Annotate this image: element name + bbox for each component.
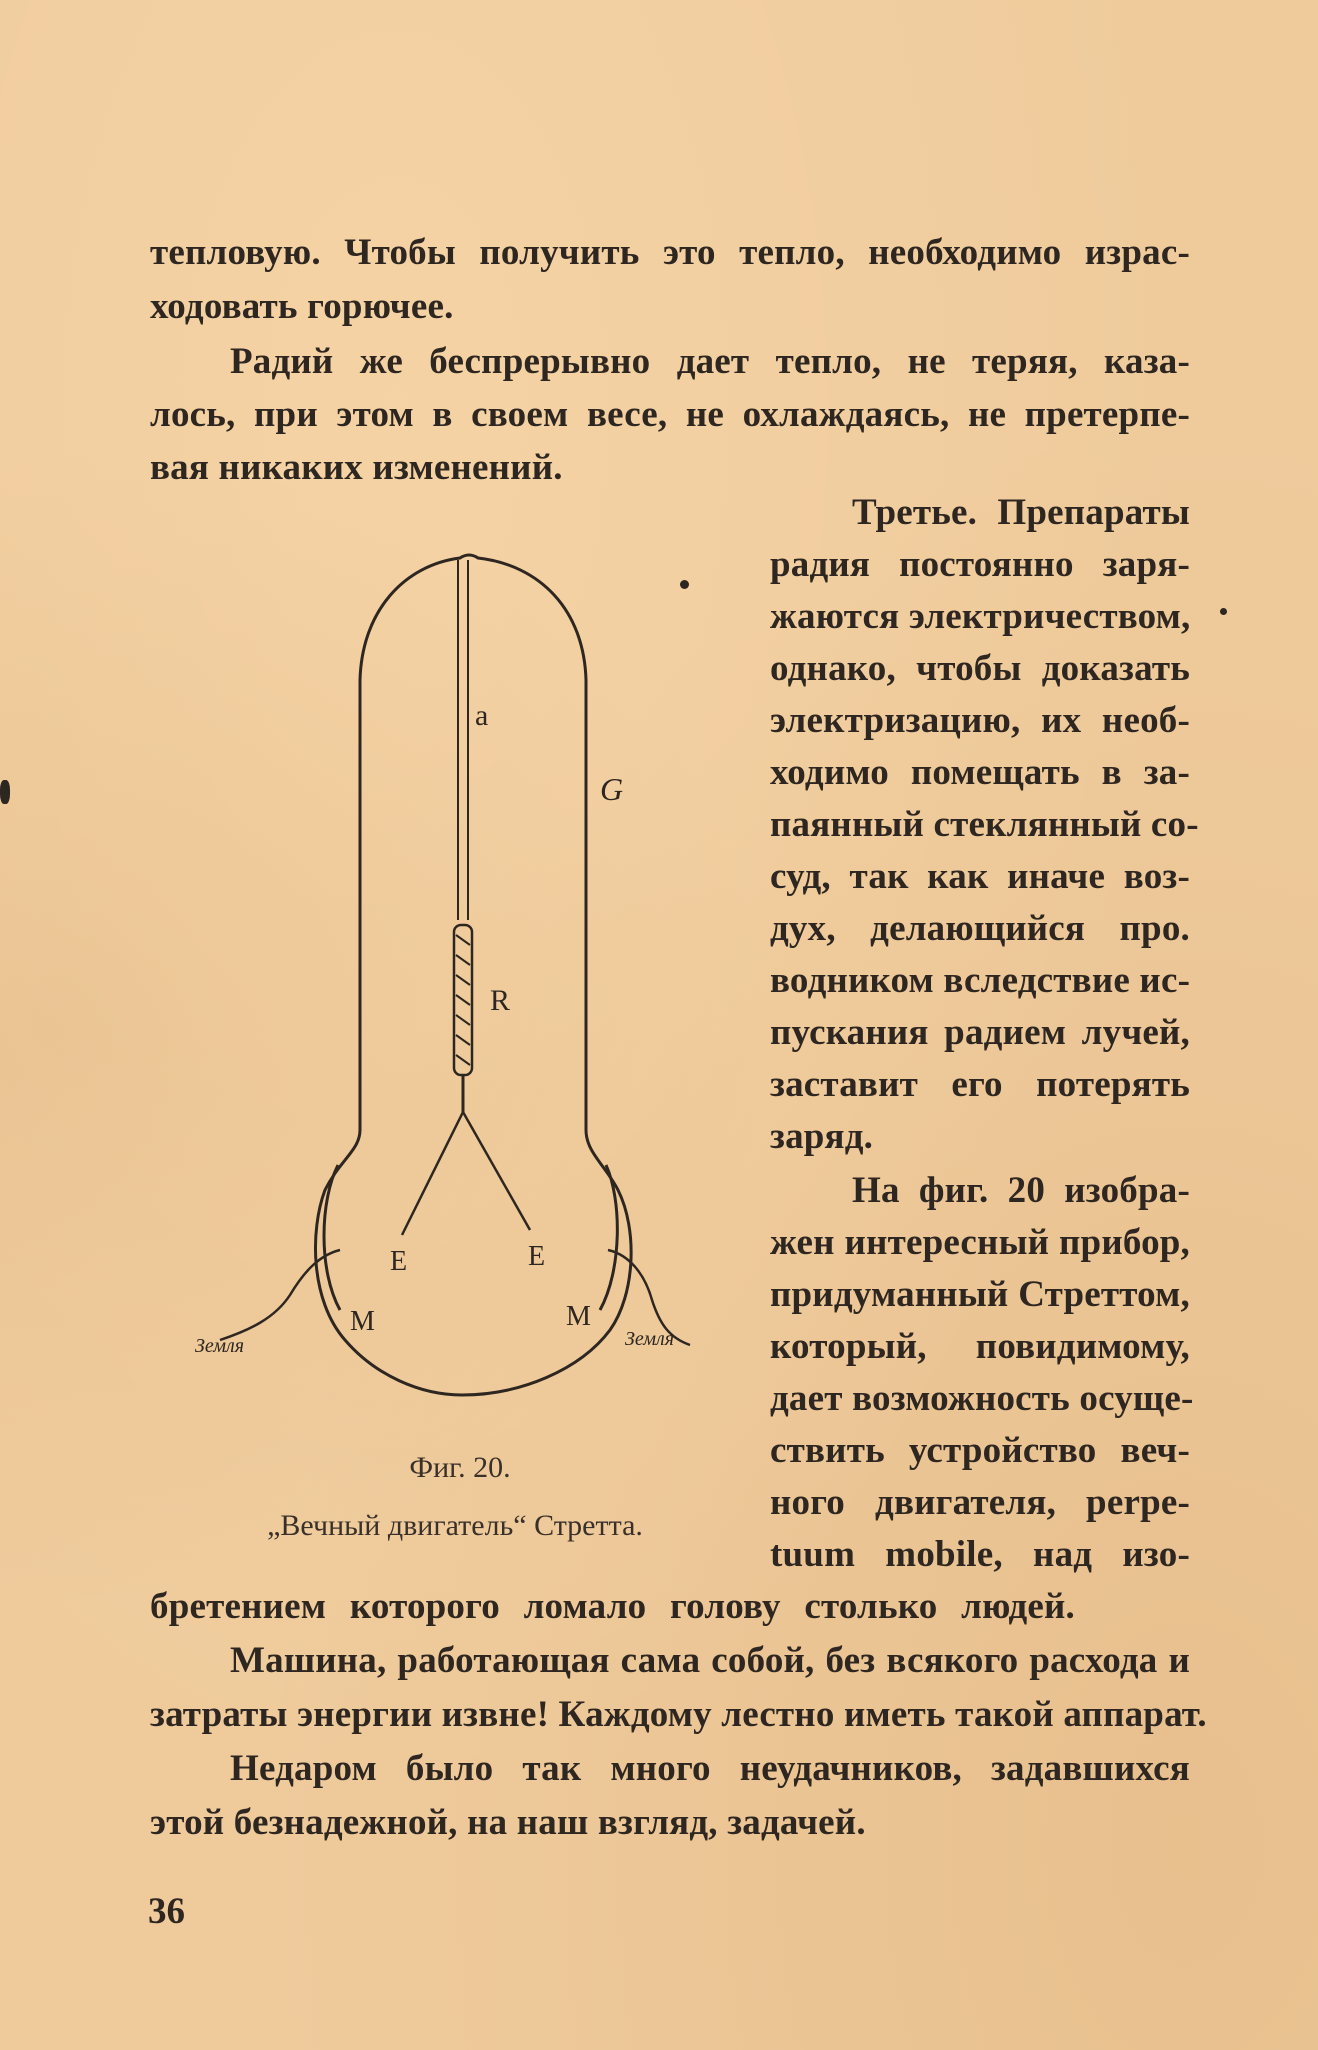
text-line: дает возможность осуще- — [770, 1378, 1194, 1419]
text-line: ходимо помещать в за- — [770, 752, 1190, 793]
text-line: tuum mobile, над изо- — [770, 1534, 1190, 1575]
text-line: этой безнадежной, на наш взгляд, задачей. — [150, 1802, 866, 1843]
contact-right — [600, 1165, 617, 1310]
text-line: Машина, работающая сама собой, без всякого расхода и — [230, 1640, 1190, 1681]
ink-spot — [680, 580, 689, 589]
text-line: лось, при этом в своем весе, не охлаждаясь, не претерпе- — [150, 394, 1190, 435]
text-line: электризацию, их необ- — [770, 700, 1190, 741]
text-line: ствить устройство веч- — [770, 1430, 1190, 1471]
text-line: жаются электричеством, — [770, 596, 1191, 637]
text-line: бретением которого ломало голову столько людей. — [150, 1586, 1075, 1627]
text-line: водником вследствие ис- — [770, 960, 1191, 1001]
text-line: ного двигателя, perpe- — [770, 1482, 1190, 1523]
text-line: ходовать горючее. — [150, 286, 454, 327]
text-line: жен интересный прибор, — [770, 1222, 1190, 1263]
label-e-right: E — [528, 1241, 546, 1272]
text-line: затраты энергии извне! Каждому лестно иметь такой аппарат. — [150, 1694, 1207, 1735]
text-line: тепловую. Чтобы получить это тепло, необходимо израс- — [150, 232, 1190, 273]
label-m-right: M — [566, 1301, 591, 1332]
label-m-left: M — [350, 1306, 375, 1337]
text-line: Третье. Препараты — [852, 492, 1190, 533]
label-ground-left: Земля — [195, 1335, 245, 1357]
text-line: дух, делающийся про. — [770, 908, 1190, 949]
figure-caption-number: Фиг. 20. — [409, 1451, 511, 1484]
ink-spot — [1220, 608, 1227, 615]
label-a: a — [475, 699, 489, 732]
gold-leaf-right — [463, 1112, 530, 1230]
label-ground-right: Земля — [625, 1328, 675, 1350]
text-line: паянный стеклянный со- — [770, 804, 1199, 845]
text-line: На фиг. 20 изобра- — [852, 1170, 1190, 1211]
text-line: радия постоянно заря- — [770, 544, 1190, 585]
ink-spot — [0, 780, 10, 804]
figure-caption-title: „Вечный двигатель“ Стретта. — [267, 1509, 643, 1542]
glass-vessel-outline — [315, 555, 631, 1395]
figure-strutt-device — [190, 540, 730, 1440]
gold-leaf-left — [402, 1112, 463, 1235]
text-line: пускания радием лучей, — [770, 1012, 1190, 1053]
label-g: G — [600, 771, 624, 807]
text-line: который, повидимому, — [770, 1326, 1190, 1367]
label-e-left: E — [390, 1246, 408, 1277]
text-line: Радий же беспрерывно дает тепло, не теряя, каза- — [230, 341, 1190, 382]
text-line: придуманный Стреттом, — [770, 1274, 1190, 1315]
text-line: однако, чтобы доказать — [770, 648, 1190, 689]
text-line: суд, так как иначе воз- — [770, 856, 1190, 897]
page-number: 36 — [148, 1891, 185, 1932]
text-line: Недаром было так много неудачников, задавшихся — [230, 1748, 1190, 1789]
text-line: заставит его потерять — [770, 1064, 1190, 1105]
label-r: R — [490, 984, 511, 1017]
text-line: вая никаких изменений. — [150, 447, 563, 488]
text-line: заряд. — [770, 1116, 874, 1157]
